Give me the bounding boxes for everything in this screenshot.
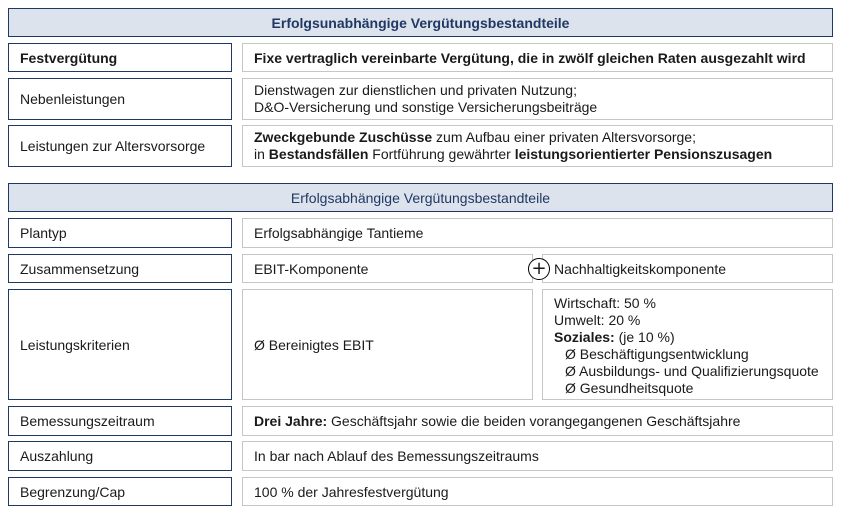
variable-section-header: Erfolgsabhängige Vergütungsbestandteile	[8, 183, 833, 212]
row-value-bemessungszeitraum: Drei Jahre: Geschäftsjahr sowie die beiden vorangegangenen Geschäftsjahre	[242, 406, 833, 436]
row-value-nachhaltigkeits-kriterien	[542, 289, 833, 400]
row-label-festverguetung: Festvergütung	[8, 43, 232, 72]
list-item: Ø Ausbildungs- und Qualifizierungsquote	[565, 363, 819, 379]
row-label-altersvorsorge: Leistungen zur Altersvorsorge	[8, 125, 232, 167]
row-value-cap: 100 % der Jahresfestvergütung	[242, 477, 833, 506]
fixed-section-header: Erfolgsunabhängige Vergütungsbestandteile	[8, 8, 833, 37]
altersvorsorge-line-1: Zweckgebunde Zuschüsse zum Aufbau einer privaten Altersvorsorge;	[254, 129, 696, 145]
row-label-bemessungszeitraum: Bemessungszeitraum	[8, 406, 232, 436]
kriterium-soziales: Soziales: (je 10 %)	[554, 329, 675, 345]
row-value-auszahlung: In bar nach Ablauf des Bemessungszeitraums	[242, 441, 833, 471]
nebenleistungen-line-2: D&O-Versicherung und sonstige Versicherungsbeiträge	[254, 99, 598, 115]
kriterium-umwelt: Umwelt: 20 %	[554, 312, 641, 328]
row-label-zusammensetzung: Zusammensetzung	[8, 254, 232, 283]
row-value-altersvorsorge	[242, 125, 833, 167]
list-item: Ø Gesundheitsquote	[565, 380, 694, 396]
nebenleistungen-line-1: Dienstwagen zur dienstlichen und privaten Nutzung;	[254, 82, 577, 98]
row-label-leistungskriterien: Leistungskriterien	[8, 289, 232, 400]
row-label-cap: Begrenzung/Cap	[8, 477, 232, 506]
row-label-auszahlung: Auszahlung	[8, 441, 232, 471]
row-value-ebit-komponente: EBIT-Komponente	[242, 254, 533, 283]
row-value-nebenleistungen	[242, 78, 833, 120]
row-value-festverguetung: Fixe vertraglich vereinbarte Vergütung, die in zwölf gleichen Raten ausgezahlt wird	[242, 43, 833, 72]
row-label-plantyp: Plantyp	[8, 218, 232, 248]
row-label-nebenleistungen: Nebenleistungen	[8, 78, 232, 120]
kriterium-wirtschaft: Wirtschaft: 50 %	[554, 295, 656, 311]
plus-icon: +	[528, 258, 550, 280]
list-item: Ø Beschäftigungsentwicklung	[565, 346, 749, 362]
row-value-ebit-kriterium: Ø Bereinigtes EBIT	[242, 289, 533, 400]
row-value-nachhaltigkeitskomponente: Nachhaltigkeitskomponente	[542, 254, 833, 283]
row-value-plantyp: Erfolgsabhängige Tantieme	[242, 218, 833, 248]
altersvorsorge-line-2: in Bestandsfällen Fortführung gewährter leistungsorientierter Pensionszusagen	[254, 146, 773, 162]
